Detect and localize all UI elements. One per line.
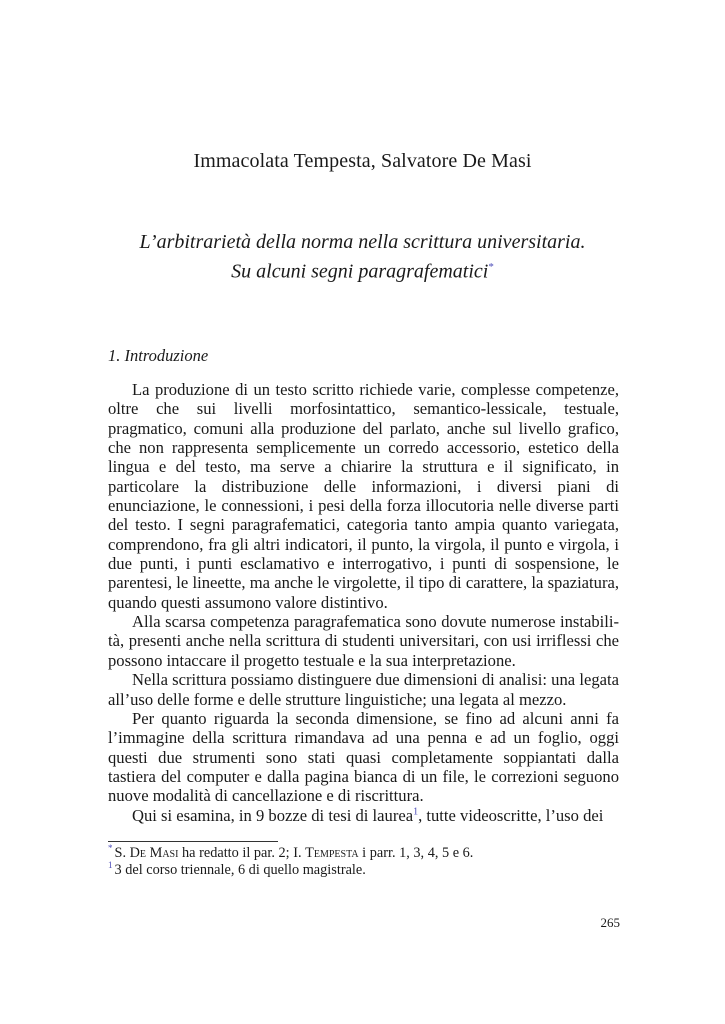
footnote-1-mark: 1: [108, 860, 113, 871]
footnotes: [108, 845, 619, 879]
title-footnote-mark[interactable]: *: [488, 261, 494, 273]
authors: Immacolata Tempesta, Salvatore De Masi: [193, 150, 532, 172]
paragraph-5: [108, 806, 619, 825]
paragraph-1: La produzione di un testo scritto richiede varie, complesse competenze, oltre che sui livelli morfosintattico, semantico-lessicale, testuale, pragmatico, comuni alla produzione del parlato, anche sul livello grafico, che non rappresenta semplicemente un corredo accessorio, estetico della lingua e del testo, ma serve a chiarire la struttura e il significato, in particolare la distribuzione delle informazioni, i diversi piani di enunciazione, le connessioni, i pesi della forza illocutoria nelle diverse parti del testo. I segni paragrafematici, categoria tanto ampia quanto variegata, comprendono, fra gli altri indicatori, il punto, la virgola, il punto e virgola, i due punti, i punti esclamativo e interrogativo, i punti di sospensione, le parentesi, le lineette, ma anche le virgolette, il tipo di carattere, la spaziatura, quando questi assumono valore distintivo.: [108, 380, 619, 612]
footnote-divider: [108, 841, 278, 842]
footnote-1-text: 3 del corso triennale, 6 di quello magistrale.: [114, 862, 366, 878]
paragraph-4: Per quanto riguarda la seconda dimensione, se fino ad alcuni anni fa l’immagine della scrittura rimandava ad una penna e ad un foglio, oggi questi due strumenti sono stati quasi completamente soppiantati dalla tastiera del computer e dalla pagina bianca di un file, le correzioni seguono nuove modalità di cancellazione e di riscrittura.: [108, 708, 619, 806]
footnote-star-name-2: Tempesta: [305, 845, 359, 861]
page-number: 265: [600, 915, 620, 930]
footnote-star-end: i parr. 1, 3, 4, 5 e 6.: [358, 845, 474, 861]
footnote-star-mark: *: [108, 843, 113, 854]
title-line-2-text: Su alcuni segni paragrafematici: [231, 260, 489, 283]
paragraph-5-start: Qui si esamina, in 9 bozze di tesi di laurea: [132, 805, 414, 825]
footnote-star-name-1: De Masi: [129, 845, 179, 861]
footnote-ref-1[interactable]: 1: [413, 806, 419, 818]
article-title: [0, 230, 725, 285]
paragraph-5-end: , tutte videoscritte, l’uso dei: [418, 805, 604, 825]
footnote-star: [108, 845, 619, 862]
section-heading: 1. Introduzione: [108, 346, 209, 365]
paragraph-2: Alla scarsa competenza paragrafematica sono dovute numerose instabilità, presenti anche nella scrittura di studenti universitari, con usi irriflessi che possono intaccare il progetto testuale e la sua interpretazione.: [108, 612, 619, 670]
body-text: [108, 380, 619, 825]
footnote-star-mid: ha redatto il par. 2; I.: [178, 845, 306, 861]
footnote-star-initial-1: S.: [114, 845, 130, 861]
footnote-1: [108, 862, 619, 879]
paragraph-3: Nella scrittura possiamo distinguere due dimensioni di analisi: una legata all’uso delle forme e delle strutture linguistiche; una legata al mezzo.: [108, 670, 619, 709]
title-line-2: [0, 255, 725, 285]
title-line-1: L’arbitrarietà della norma nella scrittura universitaria.: [139, 231, 586, 253]
